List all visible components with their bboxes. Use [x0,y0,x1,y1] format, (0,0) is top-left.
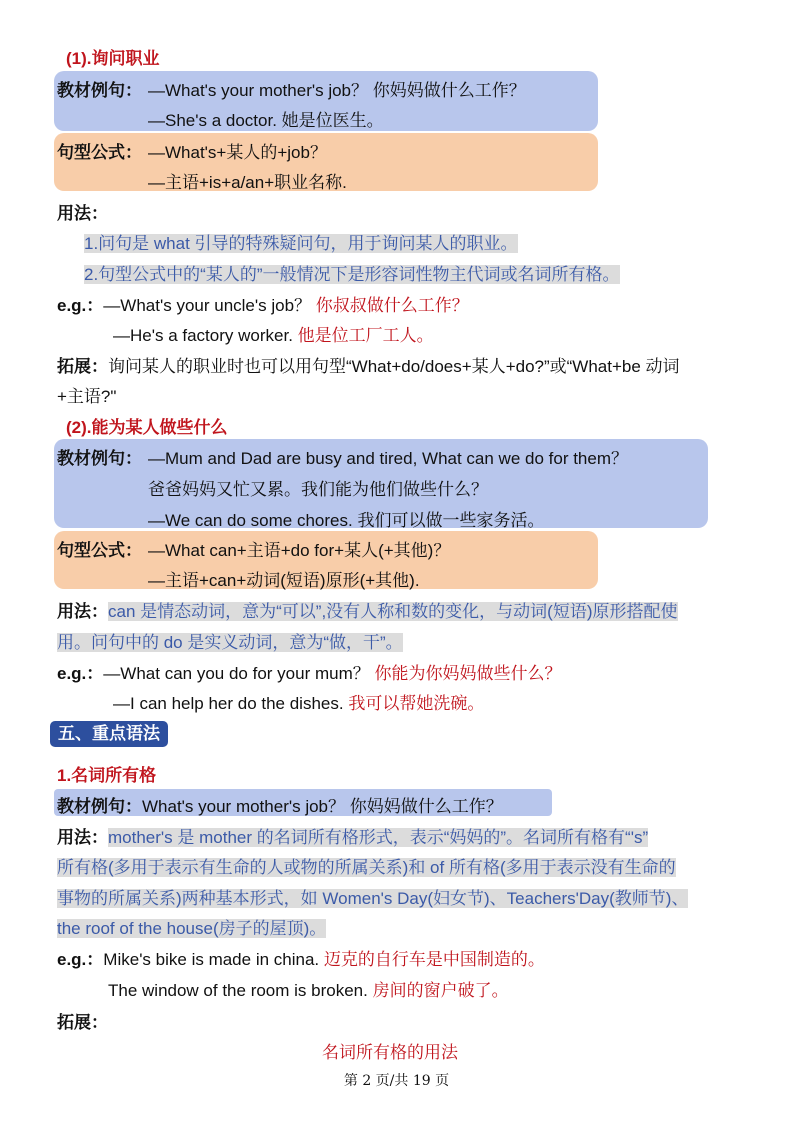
usage-text: can 是情态动词，意为“可以”,没有人称和数的变化，与动词(短语)原形搭配使 [108,602,678,621]
section-heading-help: (2).能为某人做些什么 [66,418,228,437]
example-cn: 你妈妈做什么工作？ [349,797,503,816]
eg-cn: 房间的窗户破了。 [372,981,509,1000]
formula-line-1: —What can+主语+do for+某人(+其他)？ [148,541,451,560]
usage-label: 用法： [57,828,108,847]
eg-en: —What's your uncle's job？ [103,296,312,315]
eg-en: —What can you do for your mum？ [103,664,370,683]
extension-label: 拓展： [57,357,108,376]
example-cn: 我们可以做一些家务活。 [357,511,545,530]
example-line-2: 爸爸妈妈又忙又累。我们能为他们做些什么？ [148,480,488,499]
extension-label: 拓展： [57,1013,108,1032]
eg-line-2 [113,689,484,714]
section-title-badge: 五、重点语法 [50,721,168,747]
formula-label: 句型公式： [57,143,142,162]
usage-text: mother's 是 mother 的名词所有格形式，表示“妈妈的”。名词所有格有“'s” [108,828,649,847]
eg-line-2 [108,976,509,1001]
example-label: 教材例句： [57,81,142,100]
eg-en: —I can help her do the dishes. [113,694,344,713]
extension-line-1 [57,352,680,377]
eg-line-1 [57,659,561,684]
usage-line-4: the roof of the house(房子的屋顶)。 [57,919,327,938]
eg-en: The window of the room is broken. [108,981,368,1000]
usage-label: 用法： [57,602,108,621]
eg-en: —He's a factory worker. [113,326,293,345]
formula-label: 句型公式： [57,541,142,560]
usage-line-2: 2.句型公式中的“某人的”一般情况下是形容词性物主代词或名词所有格。 [84,265,620,284]
example-en: —She's a doctor. [148,111,277,130]
table-title: 名词所有格的用法 [322,1043,458,1062]
example-en: —We can do some chores. [148,511,353,530]
eg-cn: 你叔叔做什么工作？ [315,296,469,315]
eg-cn: 你能为你妈妈做些什么？ [374,664,562,683]
example-en: —What's your mother's job？ [148,81,369,100]
extension-text: 询问某人的职业时也可以用句型“What+do/does+某人+do?”或“What+be 动词 [108,357,680,376]
example-en: What's your mother's job？ [142,797,346,816]
extension-line-2: +主语?" [57,387,117,406]
eg-line-1 [57,291,469,316]
eg-label: e.g.： [57,950,104,969]
eg-line-1 [57,945,545,970]
example-label: 教材例句： [57,449,142,468]
example-line-1 [148,76,526,101]
example-label: 教材例句： [57,797,142,816]
example-cn: 你妈妈做什么工作？ [372,81,526,100]
usage-label: 用法： [57,204,108,223]
usage-line-1 [57,597,678,622]
formula-line-1: —What's+某人的+job？ [148,143,327,162]
section-heading-job: (1).询问职业 [66,49,160,68]
grammar-heading: 1.名词所有格 [57,766,157,785]
eg-label: e.g.： [57,296,104,315]
page-footer: 第 2 页/共 19 页 [343,1073,450,1089]
example-line-1: —Mum and Dad are busy and tired, What can we do for them？ [148,449,629,468]
example-line-3 [148,506,544,531]
eg-cn: 我可以帮她洗碗。 [348,694,485,713]
eg-cn: 迈克的自行车是中国制造的。 [323,950,545,969]
example-line-2 [148,106,384,131]
usage-line-1: 1.问句是 what 引导的特殊疑问句，用于询问某人的职业。 [84,234,518,253]
formula-line-2: —主语+can+动词(短语)原形(+其他). [148,571,420,590]
eg-cn: 他是位工厂工人。 [297,326,434,345]
eg-en: Mike's bike is made in china. [103,950,320,969]
example-cn: 她是位医生。 [281,111,384,130]
usage-line-1 [57,823,648,848]
eg-line-2 [113,321,434,346]
eg-label: e.g.： [57,664,104,683]
usage-line-2: 所有格(多用于表示有生命的人或物的所属关系)和 of 所有格(多用于表示没有生命的 [57,858,676,877]
usage-line-3: 事物的所属关系)两种基本形式，如 Women's Day(妇女节)、Teachers'Day(教师节)、 [57,889,689,908]
example-line [57,792,503,817]
formula-line-2: —主语+is+a/an+职业名称. [148,173,347,192]
usage-line-2: 用。问句中的 do 是实义动词，意为“做，干”。 [57,633,403,652]
